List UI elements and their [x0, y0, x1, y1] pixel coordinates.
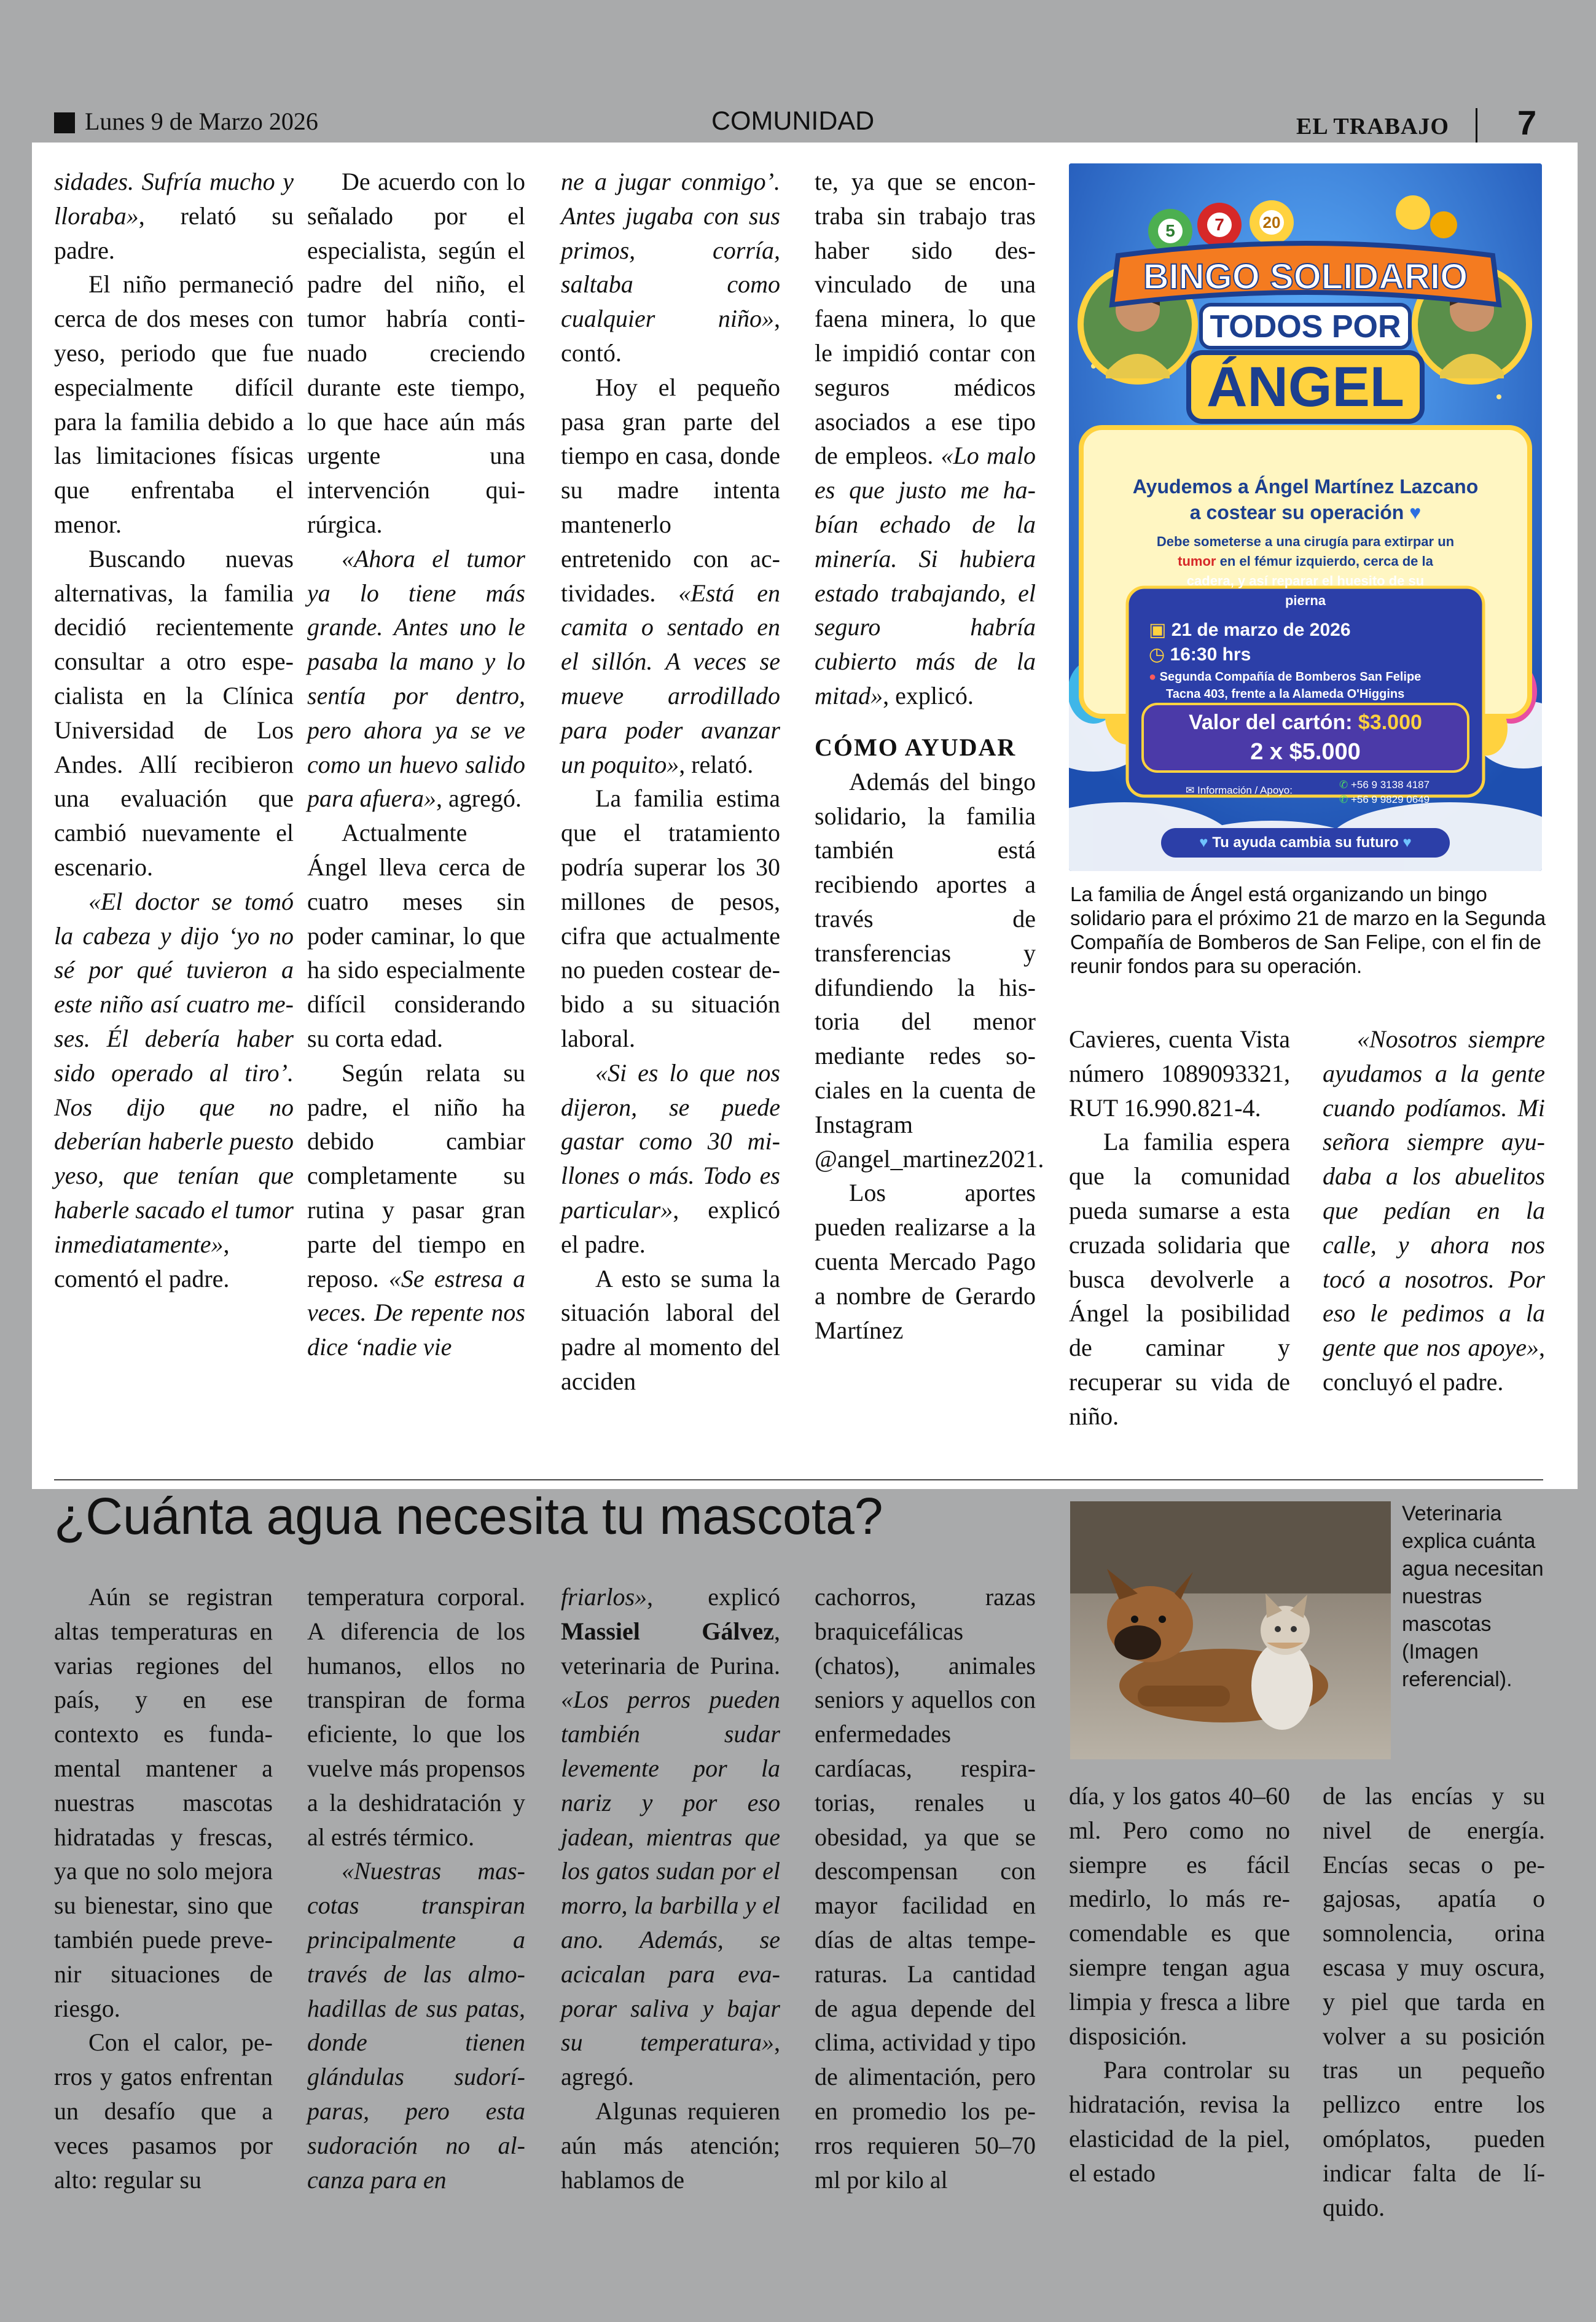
article1-column-3	[561, 165, 780, 1399]
paragraph: ne a jugar conmigo’. Antes jugaba con sus primos, corría, saltaba como cualquier niño», contó.	[561, 168, 780, 367]
poster-description-line-3: cadera, y así reparar el huesito de su	[1186, 573, 1425, 588]
pet-photo-caption: Veterinaria explica cuánta agua necesitan nuestras mascotas (Imagen referencial).	[1402, 1502, 1544, 1691]
info-label: ✉ Información / Apoyo:	[1186, 784, 1293, 796]
poster-name: ÁNGEL	[1207, 356, 1404, 418]
newspaper-name: EL TRABAJO	[1296, 114, 1449, 139]
poster-description-line-4: pierna	[1285, 593, 1326, 608]
phone-number-1: ✆ +56 9 3138 4187	[1339, 779, 1430, 791]
article1-column-6	[1323, 1022, 1545, 1399]
paragraph: día, y los gatos 40–60 ml. Pero como no siempre es fácil medirlo, lo más recomendable es que siempre tengan agua limpia y fresca a libre disposición.	[1069, 1782, 1290, 2050]
heart-icon: ♥	[1409, 501, 1422, 523]
paragraph: cachorros, razas braquicefálicas (chatos), animales seniors y aquellos con enfermedades cardíacas, respiratorias, renales u obesidad, ya que se descompensan con mayor facilidad en días de altas temperaturas. La cantidad de agua depende del clima, actividad y tipo de alimentación, pero en promedio los perros requieren 50–70 ml por kilo al	[815, 1583, 1036, 2194]
article1-column-4-continued	[815, 765, 1044, 1348]
bingo-ball-number: 5	[1165, 221, 1175, 240]
section-title: COMUNIDAD	[711, 106, 875, 136]
poster-description-line-2: tumor en el fémur izquierdo, cerca de la	[1178, 553, 1433, 569]
paragraph: Aún se registran altas temperaturas en varias regiones del país, y en ese contexto es fundamental mantener a nuestras mascotas hidratadas y frescas, ya que no solo mejora su bienestar, sino que también puede prevenir situaciones de riesgo.	[54, 1583, 273, 2022]
poster-footer: ♥ Tu ayuda cambia su futuro ♥	[1199, 834, 1412, 851]
paragraph: «Nosotros siempre ayudamos a la gente cuando podíamos. Mi señora siempre ayudaba a los abuelitos que pedían en la calle, y ahora nos tocó a nosotros. Por eso le pedimos a la gente que nos apoye», concluyó el padre.	[1323, 1025, 1545, 1396]
heart-icon: ♥	[1199, 834, 1208, 851]
poster-help-line-1: Ayudemos a Ángel Martínez Lazcano	[1132, 475, 1479, 498]
paragraph: La familia estima que el tratamiento podría superar los 30 millones de pesos, cifra que actualmente no pueden costear debido a su situación laboral.	[561, 784, 780, 1052]
event-place-line-2: Tacna 403, frente a la Alameda O'Higgins	[1166, 687, 1405, 701]
paragraph: «El doctor se tomó la cabeza y dijo ‘yo no sé por qué tuvieron a este niño así cuatro meses. Él debería haber sido operado al tiro’. Nos dijo que no deberían haberle puesto yeso, que tenían que haberle sacado el tumor inmediatamente», comentó el padre.	[54, 887, 294, 1292]
article1-column-4	[815, 165, 1044, 1347]
price-line-2: 2 x $5.000	[1250, 739, 1361, 765]
article1-column-4-body	[815, 165, 1036, 713]
header-divider	[1476, 108, 1477, 143]
paragraph: La familia espera que la comunidad pueda sumarse a esta cruzada solidaria que busca devolverle a Ángel la posibilidad de caminar y recuperar su vida de niño.	[1069, 1128, 1290, 1430]
subheading-como-ayudar: CÓMO AYUDAR	[815, 733, 1017, 761]
article2-column-6	[1323, 1779, 1545, 2224]
location-pin-icon: ●	[1149, 670, 1157, 684]
paragraph: El niño permaneció cerca de dos meses con yeso, periodo que fue especialmente difícil para la familia debido a las limitaciones físicas que enfrentaba el menor.	[54, 270, 294, 538]
clock-icon: ◷	[1149, 644, 1165, 665]
poster-description-line-1: Debe someterse a una cirugía para extirpar un	[1156, 534, 1455, 549]
phone-icon: ✆	[1339, 794, 1348, 805]
article2-column-1	[54, 1580, 273, 2197]
poster-caption: La familia de Ángel está organizando un bingo solidario para el próximo 21 de marzo en la Segunda Compañía de Bomberos de San Felipe, con el fin de reunir fondos para su operación.	[1070, 883, 1546, 977]
poster-title: BINGO SOLIDARIO	[1143, 257, 1468, 297]
issue-date: Lunes 9 de Marzo 2026	[85, 108, 318, 135]
paragraph: Actualmente Ángel lleva cerca de cuatro meses sin poder caminar, lo que ha sido especialmente difícil considerando su corta edad.	[307, 819, 525, 1052]
paragraph: Con el calor, perros y gatos enfrentan un desafío que a veces pasamos por alto: regular su	[54, 2028, 273, 2194]
paragraph: te, ya que se encontraba sin trabajo tras haber sido desvinculado de una faena minera, lo que le impidió contar con seguros médicos asociados a ese tipo de empleos. «Lo malo es que justo me habían echado de la minería. Si hubiera estado trabajando, el seguro habría cubierto más de la mitad», explicó.	[815, 168, 1036, 710]
paragraph: Algunas requieren aún más atención; hablamos de	[561, 2097, 780, 2194]
paragraph: «Ahora el tumor ya lo tiene más grande. Antes uno le pasaba la mano y lo sentía por dentro, pero ahora ya se ve como un huevo salido para afuera», agregó.	[307, 544, 525, 813]
page-number: 7	[1517, 103, 1537, 142]
paragraph: friarlos», explicó Massiel Gálvez, veterinaria de Purina. «Los perros pueden también sudar levemente por la nariz y por eso jadean, mientras que los gatos sudan por el morro, la barbilla y el ano. Además, se acicalan para evaporar saliva y bajar su temperatura», agregó.	[561, 1583, 780, 2091]
article2-headline: ¿Cuánta agua necesita tu mascota?	[54, 1487, 883, 1545]
paragraph: sidades. Sufría mucho y lloraba», relató su padre.	[54, 168, 294, 264]
paragraph: Además del bingo solidario, la familia también está recibiendo aportes a través de transferencias y difundiendo la historia del menor mediante redes sociales en la cuenta de Instagram @angel_martinez2021.	[815, 767, 1044, 1173]
paragraph: Cavieres, cuenta Vista número 1089093321, RUT 16.990.821-4.	[1069, 1025, 1290, 1122]
info-icon: ✉	[1186, 784, 1195, 796]
pet-photo-illustration	[1070, 1501, 1391, 1759]
article2-column-3	[561, 1580, 780, 2197]
bingo-poster	[1069, 163, 1542, 871]
paragraph: Según relata su padre, el niño ha debido cambiar completamente su rutina y pasar gran parte del tiempo en reposo. «Se estresa a veces. De repente nos dice ‘nadie vie	[307, 1058, 526, 1361]
paragraph: A esto se suma la situación laboral del padre al momento del acciden	[561, 1264, 780, 1395]
article1-column-5	[1069, 1022, 1290, 1434]
poster-help-line-2: a costear su operación ♥	[1189, 501, 1422, 523]
calendar-icon: ▣	[1149, 620, 1167, 640]
paragraph: de las encías y su nivel de energía. Encías secas o pegajosas, apatía o somnolencia, orina escasa y muy oscura, y piel que tarda en volver a su posición tras un pequeño pellizco entre los omóplatos, pueden indicar falta de líquido.	[1323, 1782, 1545, 2221]
paragraph: temperatura corporal. A diferencia de los humanos, ellos no transpiran de forma eficiente, lo que los vuelve más propensos a la deshidratación y al estrés térmico.	[307, 1583, 525, 1851]
whatsapp-icon: ✆	[1339, 779, 1348, 791]
paragraph: Hoy el pequeño pasa gran parte del tiempo en casa, donde su madre intenta mantenerlo entretenido con actividades. «Está en camita o sentado en el sillón. A veces se mueve arrodillado para poder avanzar un poquito», relató.	[561, 373, 780, 778]
article1-column-1	[54, 165, 294, 1296]
header-square-marker	[54, 112, 75, 133]
dog-and-cat-photo	[1070, 1501, 1391, 1759]
paragraph: Los aportes pueden realizarse a la cuenta Mercado Pago a nombre de Gerardo Martínez	[815, 1179, 1036, 1344]
article2-column-5	[1069, 1779, 1290, 2191]
paragraph: Buscando nuevas alternativas, la familia decidió recientemente consultar a otro especialista en la Clínica Universidad de Los Andes. Allí recibieron una evaluación que cambió nuevamente el escenario.	[54, 544, 294, 881]
article2-column-2	[307, 1580, 525, 2197]
paragraph: De acuerdo con lo señalado por el especialista, según el padre del niño, el tumor habría continuado creciendo durante este tiempo, lo que hace aún más urgente una intervención quirúrgica.	[307, 168, 525, 538]
bingo-ball-number: 20	[1262, 213, 1281, 232]
price-line-1: Valor del cartón: $3.000	[1189, 711, 1422, 734]
event-time: ◷ 16:30 hrs	[1149, 644, 1251, 665]
event-place-line-1: ● Segunda Compañía de Bomberos San Felipe	[1149, 670, 1422, 684]
event-date: ▣ 21 de marzo de 2026	[1149, 620, 1351, 640]
paragraph: «Nuestras mascotas transpiran principalmente a través de las almohadillas de sus patas, donde tienen glándulas sudoríparas, pero esta sudoración no alcanza para en	[307, 1857, 525, 2194]
article2-column-4	[815, 1580, 1036, 2197]
article1-column-2	[307, 165, 525, 1364]
phone-number-2: ✆ +56 9 9829 0649	[1339, 794, 1430, 805]
paragraph: Para controlar su hidratación, revisa la elasticidad de la piel, el estado	[1069, 2056, 1290, 2187]
section-separator	[54, 1479, 1543, 1480]
heart-icon: ♥	[1402, 834, 1412, 851]
paragraph: «Si es lo que nos dijeron, se puede gastar como 30 millones o más. Todo es particular», explicó el padre.	[561, 1058, 780, 1258]
poster-subtitle: TODOS POR	[1210, 309, 1401, 345]
bingo-ball-number: 7	[1215, 215, 1224, 234]
